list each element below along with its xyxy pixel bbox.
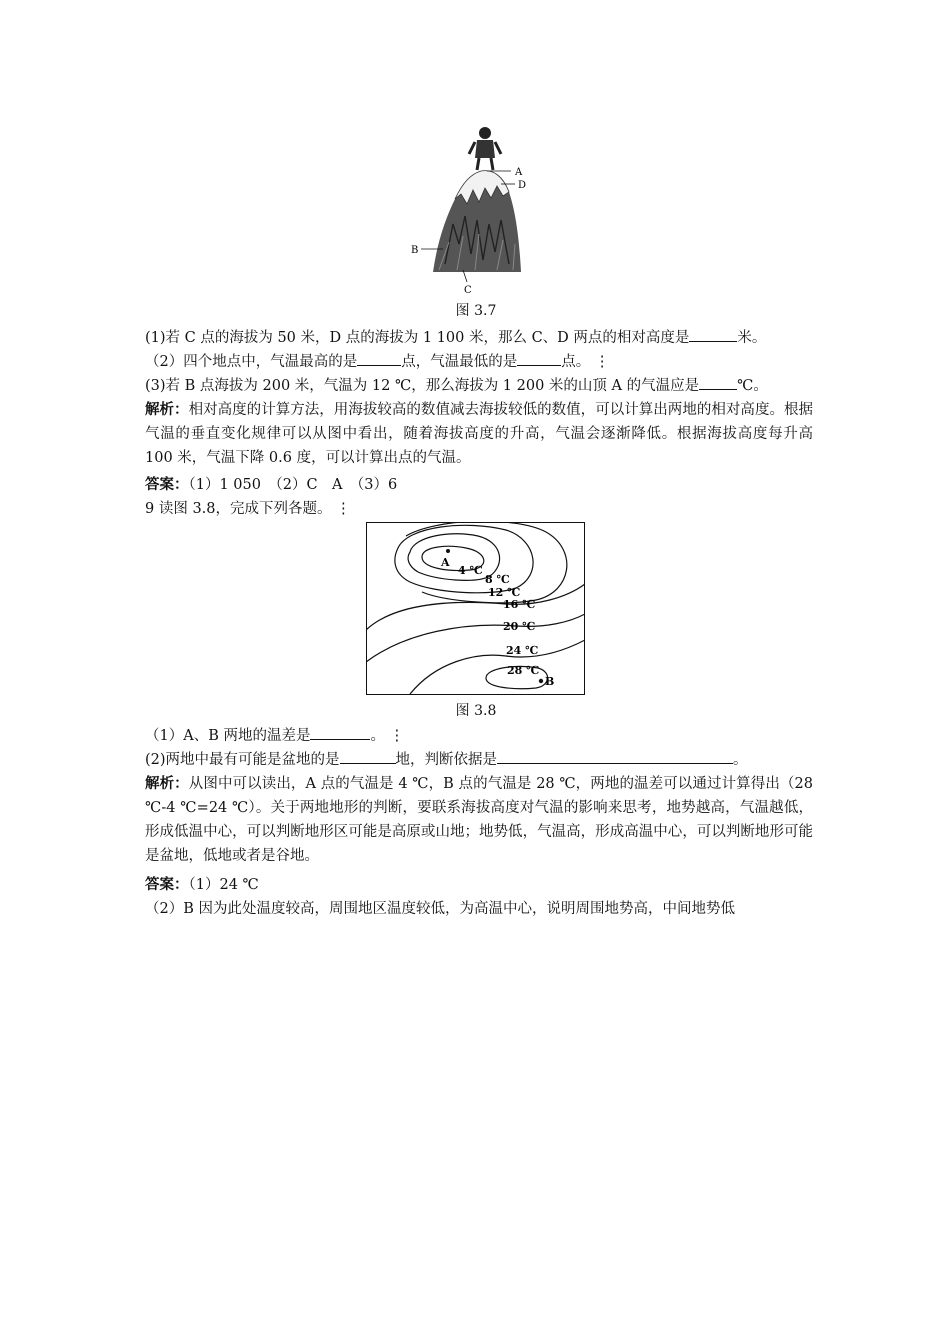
analysis-paragraph: 解析：相对高度的计算方法，用海拔较高的数值减去海拔较低的数值，可以计算出两地的相对高度。根据气温的垂直变化规律可以从图中看出，随着海拔高度的升高，气温会逐渐降低。根据海拔高度每升高 100 米，气温下降 0.6 度，可以计算出点的气温。: [145, 401, 814, 466]
answer-blank: [310, 724, 370, 740]
isotherm-16: 16 ℃: [503, 598, 536, 611]
isotherm-28: 28 ℃: [507, 664, 540, 677]
question-9-intro: 9 读图 3.8，完成下列各题。 ⋮: [145, 501, 351, 517]
figure-3-8-caption: 图 3.8: [455, 703, 497, 719]
answer-blank: [689, 326, 737, 342]
isotherm-8: 8 ℃: [485, 573, 510, 586]
answer-blank: [699, 374, 737, 390]
isotherm-20: 20 ℃: [503, 620, 536, 633]
label-d: D: [518, 180, 527, 191]
label-a: A: [441, 556, 450, 569]
isotherm-map: [366, 522, 585, 695]
isotherm-12: 12 ℃: [488, 586, 521, 599]
question-1-line: (1)若 C 点的海拔为 50 米，D 点的海拔为 1 100 米，那么 C、D 两点的相对高度是 米。: [145, 326, 815, 349]
answer-line: 答案：（1）1 050 （2）C A （3）6: [145, 476, 398, 493]
analysis-paragraph: 解析：从图中可以读出，A 点的气温是 4 ℃，B 点的气温是 28 ℃，两地的温差可以通过计算得出（28 ℃-4 ℃=24 ℃）。关于两地地形的判断，要联系海拔高度对气温的影响来思考，地势越高，气温越低，形成低温中心，可以判断地形区可能是高原或山地；地势低，气温高，形成高温中心，可以判断地形可能是盆地，低地或者是谷地。: [145, 775, 813, 864]
answer-blank: [357, 350, 401, 366]
climber-icon: [469, 127, 501, 170]
label-b: B: [411, 245, 419, 256]
answer-blank: [340, 748, 396, 764]
label-c: C: [464, 285, 472, 296]
question-2-line: (2)两地中最有可能是盆地的是 地，判断依据是 。: [145, 748, 815, 771]
question-2-line: （2）四个地点中，气温最高的是 点，气温最低的是 点。 ⋮: [145, 350, 815, 373]
question-3-line: (3)若 B 点海拔为 200 米，气温为 12 ℃，那么海拔为 1 200 米的山顶 A 的气温应是 ℃。: [145, 374, 815, 397]
point-a-marker: [446, 549, 450, 553]
point-b-marker: [539, 679, 543, 683]
figure-3-7-caption: 图 3.7: [455, 303, 497, 319]
answer-line: 答案：（1）24 ℃: [145, 876, 259, 893]
question-1-line: （1）A、B 两地的温差是 。 ⋮: [145, 724, 815, 747]
label-b: B: [545, 675, 555, 688]
label-a: A: [515, 167, 523, 178]
answer-blank: [497, 748, 733, 764]
mountain-figure: [405, 124, 555, 296]
isotherm-24: 24 ℃: [506, 644, 539, 657]
answer-blank: [517, 350, 561, 366]
isotherm-4: 4 ℃: [458, 564, 483, 577]
answer-line-2: （2）B 因为此处温度较高，周围地区温度较低，为高温中心，说明周围地势高，中间地势低: [145, 901, 735, 917]
